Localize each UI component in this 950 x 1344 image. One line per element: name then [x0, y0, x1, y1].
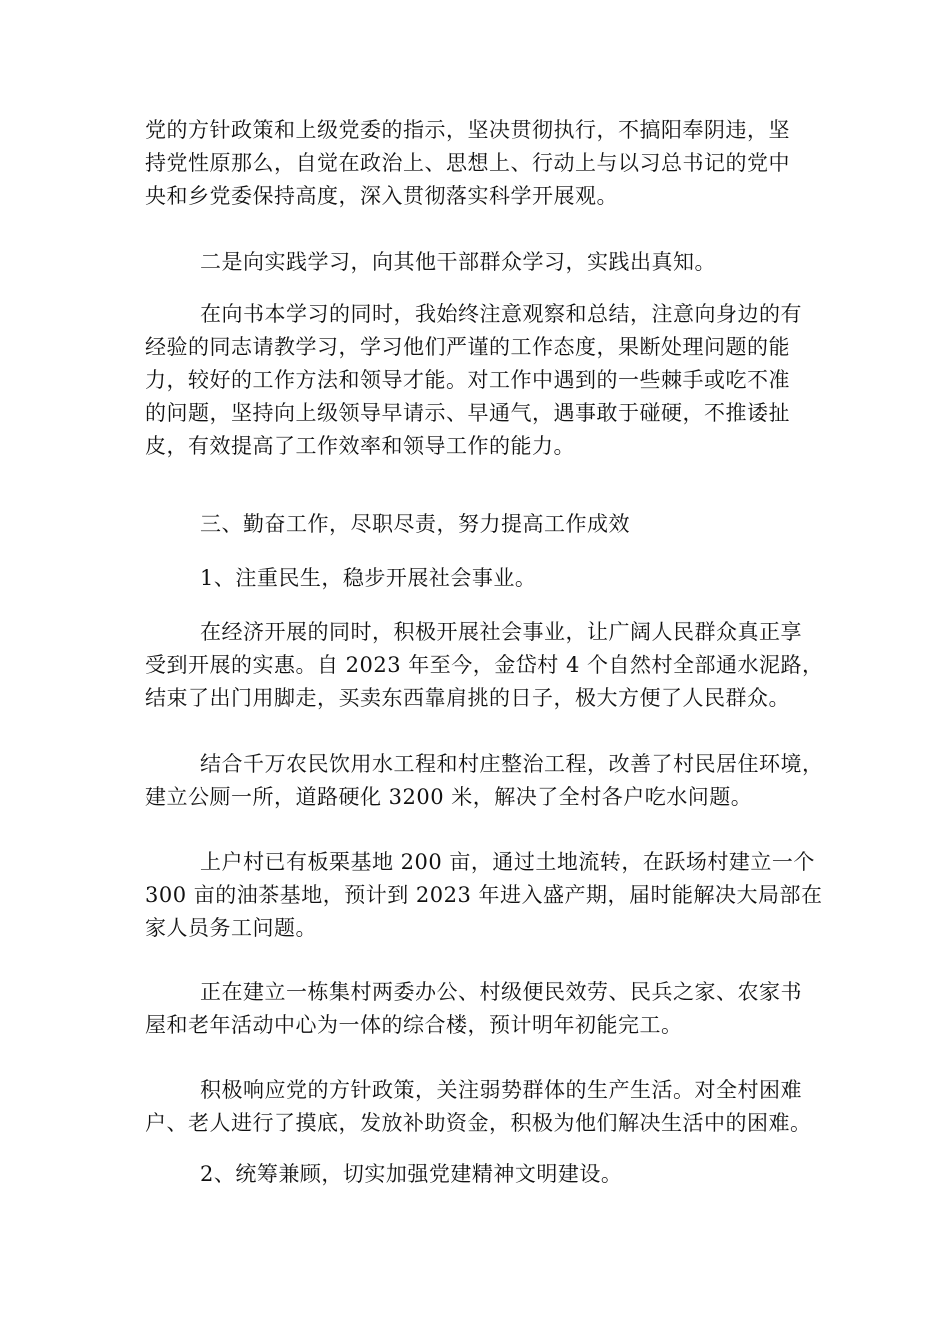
paragraph-10 [145, 1074, 812, 1140]
paragraph-3 [145, 298, 805, 463]
text-line: 结束了出门用脚走，买卖东西靠肩挑的日子，极大方便了人民群众。 [145, 686, 790, 710]
text-line: 的问题，坚持向上级领导早请示、早通气，遇事敢于碰硬，不推诿扯 [145, 401, 790, 425]
text-line: 结合千万农民饮用水工程和村庄整治工程，改善了村民居住环境， [200, 752, 824, 776]
text-line: 正在建立一栋集村两委办公、村级便民效劳、民兵之家、农家书 [200, 980, 802, 1004]
subheading-1 [145, 562, 805, 595]
text-line: 家人员务工问题。 [145, 916, 317, 940]
text-line: 建立公厕一所，道路硬化 3200 米，解决了全村各户吃水问题。 [145, 785, 753, 809]
text-line: 力，较好的工作方法和领导才能。对工作中遇到的一些棘手或吃不准 [145, 368, 790, 392]
text-line: 在向书本学习的同时，我始终注意观察和总结，注意向身边的有 [200, 302, 802, 326]
text-line: 经验的同志请教学习，学习他们严谨的工作态度，果断处理问题的能 [145, 335, 790, 359]
text-line: 户、老人进行了摸底，发放补助资金，积极为他们解决生活中的困难。 [145, 1111, 812, 1135]
text-line: 三、勤奋工作，尽职尽责，努力提高工作成效 [200, 512, 630, 536]
text-line: 党的方针政策和上级党委的指示，坚决贯彻执行，不搞阳奉阴违，坚 [145, 118, 790, 142]
text-line: 皮，有效提高了工作效率和领导工作的能力。 [145, 434, 575, 458]
text-line: 300 亩的油茶基地，预计到 2023 年进入盛产期，届时能解决大局部在 [145, 883, 823, 907]
text-line: 积极响应党的方针政策，关注弱势群体的生产生活。对全村困难 [200, 1078, 802, 1102]
text-line: 受到开展的实惠。自 2023 年至今，金岱村 4 个自然村全部通水泥路， [145, 653, 824, 677]
text-line: 1、注重民生，稳步开展社会事业。 [200, 566, 537, 590]
paragraph-1 [145, 114, 805, 213]
text-line: 在经济开展的同时，积极开展社会事业，让广阔人民群众真正享 [200, 620, 802, 644]
text-line: 屋和老年活动中心为一体的综合楼，预计明年初能完工。 [145, 1013, 683, 1037]
text-line: 上户村已有板栗基地 200 亩，通过土地流转，在跃场村建立一个 [200, 850, 815, 874]
text-line: 二是向实践学习，向其他干部群众学习，实践出真知。 [200, 250, 716, 274]
section-heading-3 [145, 508, 805, 541]
paragraph-9 [145, 976, 805, 1042]
paragraph-2 [145, 246, 805, 279]
paragraph-6 [145, 616, 824, 715]
text-line: 持党性原那么，自觉在政治上、思想上、行动上与以习总书记的党中 [145, 151, 790, 175]
paragraph-8 [145, 846, 823, 945]
text-line: 2、统筹兼顾，切实加强党建精神文明建设。 [200, 1162, 623, 1186]
subheading-2 [145, 1158, 805, 1191]
text-line: 央和乡党委保持高度，深入贯彻落实科学开展观。 [145, 184, 618, 208]
paragraph-7 [145, 748, 824, 814]
